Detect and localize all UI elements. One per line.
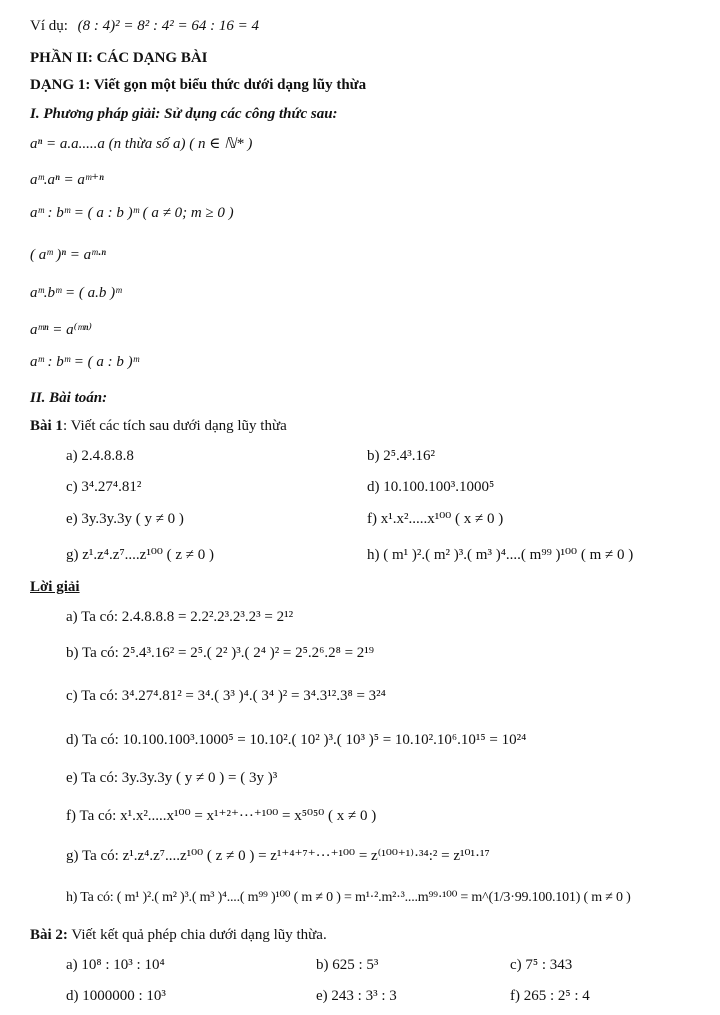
bai1-item-h: h) ( m¹ )².( m² )³.( m³ )⁴....( m⁹⁹ )¹⁰⁰ ( m ≠ 0 ) [367,547,634,563]
bai1-heading [30,416,287,436]
formula-5: aᵐ.bᵐ = ( a.b )ᵐ [30,285,122,301]
bai1-item-b: b) 2⁵.4³.16² [367,448,435,464]
formula-3: aᵐ : bᵐ = ( a : b )ᵐ ( a ≠ 0; m ≥ 0 ) [30,205,234,221]
formula-2: aᵐ.aⁿ = aᵐ⁺ⁿ [30,172,104,188]
solution-g: g) Ta có: z¹.z⁴.z⁷....z¹⁰⁰ ( z ≠ 0 ) = z¹⁺⁴⁺⁷⁺···⁺¹⁰⁰ = z⁽¹⁰⁰⁺¹⁾·³⁴:² = z¹⁰¹·¹⁷ [66,848,490,864]
solution-a: a) Ta có: 2.4.8.8.8 = 2.2².2³.2³.2³ = 2¹² [66,609,294,625]
bai1-item-e: e) 3y.3y.3y ( y ≠ 0 ) [66,511,184,527]
example-line [30,16,259,36]
bai1-item-c: c) 3⁴.27⁴.81² [66,479,142,495]
solution-f: f) Ta có: x¹.x².....x¹⁰⁰ = x¹⁺²⁺···⁺¹⁰⁰ = x⁵⁰⁵⁰ ( x ≠ 0 ) [66,808,377,824]
formula-4: ( aᵐ )ⁿ = aᵐ·ⁿ [30,247,106,263]
bai2-item-d: d) 1000000 : 10³ [66,988,166,1004]
bai1-label: Bài 1 [30,418,63,434]
bai2-heading [30,925,327,945]
bai2-text: Viết kết quả phép chia dưới dạng lũy thừa. [67,927,327,943]
bai1-item-a: a) 2.4.8.8.8 [66,448,134,464]
solution-h: h) Ta có: ( m¹ )².( m² )³.( m³ )⁴....( m⁹⁹ )¹⁰⁰ ( m ≠ 0 ) = m¹·².m²·³....m⁹⁹·¹⁰⁰ = m^(1/3·99.100.101) ( m ≠ 0 ) [66,890,631,905]
bai1-item-d: d) 10.100.100³.1000⁵ [367,479,495,495]
bai2-item-e: e) 243 : 3³ : 3 [316,988,397,1004]
problems-title: II. Bài toán: [30,390,108,406]
bai1-text: : Viết các tích sau dưới dạng lũy thừa [62,418,287,434]
solution-title: Lời giải [30,579,80,595]
solution-c: c) Ta có: 3⁴.27⁴.81² = 3⁴.( 3³ )⁴.( 3⁴ )² = 3⁴.3¹².3⁸ = 3²⁴ [66,688,386,704]
example-expression: (8 : 4)² = 8² : 4² = 64 : 16 = 4 [77,18,260,34]
solution-d: d) Ta có: 10.100.100³.1000⁵ = 10.10².( 10² )³.( 10³ )⁵ = 10.10².10⁶.10¹⁵ = 10²⁴ [66,732,527,748]
formula-1: aⁿ = a.a.....a (n thừa số a) ( n ∈ ℕ* ) [30,136,253,152]
bai2-label: Bài 2: [30,927,68,943]
example-label: Ví dụ: [30,18,68,34]
method-title: I. Phương pháp giải: Sử dụng các công thức sau: [30,106,338,122]
bai2-item-a: a) 10⁸ : 10³ : 10⁴ [66,957,165,973]
bai2-item-c: c) 7⁵ : 343 [510,957,573,973]
bai2-item-b: b) 625 : 5³ [316,957,379,973]
bai2-item-f: f) 265 : 2⁵ : 4 [510,988,590,1004]
bai1-item-g: g) z¹.z⁴.z⁷....z¹⁰⁰ ( z ≠ 0 ) [66,547,214,563]
formula-6: aᵐⁿ = a⁽ᵐⁿ⁾ [30,322,92,338]
solution-e: e) Ta có: 3y.3y.3y ( y ≠ 0 ) = ( 3y )³ [66,770,278,786]
type1-title: DẠNG 1: Viết gọn một biểu thức dưới dạng lũy thừa [30,77,367,93]
formula-7: aᵐ : bᵐ = ( a : b )ᵐ [30,354,139,370]
bai1-item-f: f) x¹.x².....x¹⁰⁰ ( x ≠ 0 ) [367,511,504,527]
part2-title: PHẦN II: CÁC DẠNG BÀI [30,50,208,66]
solution-b: b) Ta có: 2⁵.4³.16² = 2⁵.( 2² )³.( 2⁴ )² = 2⁵.2⁶.2⁸ = 2¹⁹ [66,645,375,661]
